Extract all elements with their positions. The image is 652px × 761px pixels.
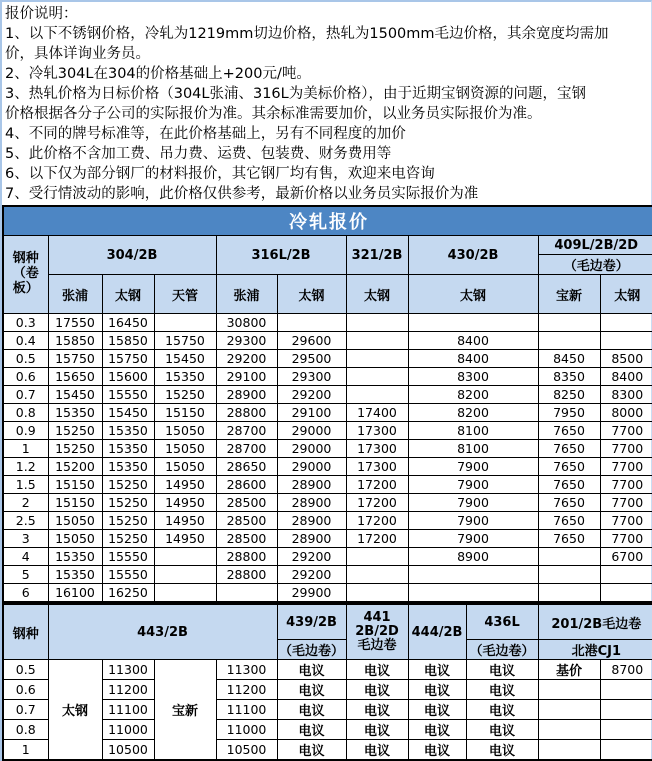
quotation-notes (2, 2, 651, 205)
group-441-line2: 2B/2D (355, 623, 399, 639)
price-cell: 28500 (216, 494, 277, 512)
group-430-2b: 430/2B (408, 236, 538, 275)
table-row (3, 530, 652, 548)
group-201-2b: 201/2B毛边卷 (538, 604, 652, 640)
table-row (3, 440, 652, 458)
note-line: 3、热轧价格为日标价格（304L张浦、316L为美标价格），由于近期宝钢资源的问题，宝钢 (5, 86, 586, 102)
price-cell (600, 566, 652, 584)
thickness-cell: 0.9 (3, 422, 48, 440)
price-cell: 15750 (48, 350, 102, 368)
mill-baoxin-409l: 宝新 (538, 275, 600, 314)
price-cell: 29000 (277, 440, 346, 458)
price-cell: 8100 (408, 422, 538, 440)
price-cell: 28800 (216, 404, 277, 422)
group-439-sub: （毛边卷） (277, 640, 346, 660)
thickness-cell: 0.8 (3, 720, 48, 740)
price-cell: 28500 (216, 530, 277, 548)
price-cell: 28900 (216, 386, 277, 404)
price-cell: 8500 (600, 350, 652, 368)
price-cell: 7700 (600, 494, 652, 512)
price-cell: 6700 (600, 548, 652, 566)
price-cell: 7650 (538, 512, 600, 530)
mill-cell: 太钢 (48, 660, 102, 761)
price-cell (538, 584, 600, 602)
price-cell: 28500 (216, 512, 277, 530)
price-cell: 电议 (277, 720, 346, 740)
price-cell: 7900 (408, 476, 538, 494)
price-cell: 8200 (408, 386, 538, 404)
price-cell: 11000 (216, 720, 277, 740)
price-cell: 7650 (538, 530, 600, 548)
thickness-cell: 0.7 (3, 386, 48, 404)
price-cell: 17400 (346, 404, 408, 422)
price-cell: 7700 (600, 476, 652, 494)
thickness-cell: 0.6 (3, 680, 48, 700)
price-cell: 15050 (48, 530, 102, 548)
table-row (3, 548, 652, 566)
price-cell: 14950 (154, 530, 216, 548)
table-title: 冷轧报价 (3, 206, 652, 236)
mill-taigang-430: 太钢 (408, 275, 538, 314)
table-row (3, 660, 652, 680)
price-cell: 11300 (216, 660, 277, 680)
price-cell: 7700 (600, 530, 652, 548)
price-cell: 8000 (600, 404, 652, 422)
cold-rolled-price-table (2, 205, 652, 602)
price-cell: 15250 (102, 512, 154, 530)
note-line: 2、冷轧304L在304的价格基础上+200元/吨。 (5, 66, 311, 82)
price-cell: 15250 (102, 476, 154, 494)
mill-taigang-321: 太钢 (346, 275, 408, 314)
price-cell: 17300 (346, 422, 408, 440)
note-line: 1、以下不锈钢价格，冷轧为1219mm切边价格，热轧为1500mm毛边价格，其余宽度均需加 (5, 26, 609, 42)
price-cell (600, 584, 652, 602)
note-line: 4、不同的牌号标准等，在此价格基础上，另有不同程度的加价 (5, 126, 406, 142)
price-cell: 17300 (346, 458, 408, 476)
price-cell (346, 386, 408, 404)
price-cell (600, 314, 652, 332)
table-row (3, 314, 652, 332)
price-cell: 28700 (216, 422, 277, 440)
price-cell (154, 566, 216, 584)
mill-taigang-316l: 太钢 (277, 275, 346, 314)
price-cell (538, 314, 600, 332)
price-cell (600, 332, 652, 350)
price-cell (538, 548, 600, 566)
price-cell: 15350 (102, 422, 154, 440)
price-cell: 8900 (408, 548, 538, 566)
table-row (3, 458, 652, 476)
price-cell: 7900 (408, 494, 538, 512)
price-cell: 7650 (538, 476, 600, 494)
price-cell (277, 314, 346, 332)
price-cell: 15150 (154, 404, 216, 422)
price-cell (154, 548, 216, 566)
price-cell: 29600 (277, 332, 346, 350)
price-cell: 29300 (216, 332, 277, 350)
group-441-line1: 441 (363, 609, 391, 625)
ferritic-grades-price-table (2, 602, 652, 761)
price-cell: 7650 (538, 494, 600, 512)
price-cell: 15150 (48, 494, 102, 512)
price-cell: 15350 (102, 440, 154, 458)
price-cell: 11300 (102, 660, 154, 680)
note-line: 6、以下仅为部分钢厂的材料报价，其它钢厂均有售，欢迎来电咨询 (5, 166, 435, 182)
mill-cell: 宝新 (154, 660, 216, 761)
price-cell: 8300 (408, 368, 538, 386)
price-cell: 8200 (408, 404, 538, 422)
price-cell: 15850 (48, 332, 102, 350)
note-line: 5、此价格不含加工费、吊力费、运费、包装费、财务费用等 (5, 146, 392, 162)
price-cell: 15550 (102, 566, 154, 584)
price-cell: 8400 (408, 350, 538, 368)
price-cell: 15250 (154, 386, 216, 404)
price-cell (216, 584, 277, 602)
price-cell: 15550 (102, 548, 154, 566)
price-cell: 电议 (346, 680, 408, 700)
thickness-cell: 4 (3, 548, 48, 566)
price-cell: 10500 (102, 740, 154, 761)
mill-taigang-304: 太钢 (102, 275, 154, 314)
thickness-cell: 0.4 (3, 332, 48, 350)
price-cell: 7650 (538, 458, 600, 476)
group-321-2b: 321/2B (346, 236, 408, 275)
thickness-cell: 1 (3, 440, 48, 458)
price-cell: 28900 (277, 530, 346, 548)
price-cell: 8300 (600, 386, 652, 404)
price-cell (346, 566, 408, 584)
price-cell (538, 566, 600, 584)
price-cell (346, 350, 408, 368)
price-cell (600, 740, 652, 761)
group-436l-sub: （毛边卷） (466, 640, 538, 660)
mill-tianguan-304: 天管 (154, 275, 216, 314)
price-cell: 基价 (538, 660, 600, 680)
price-cell: 15050 (154, 422, 216, 440)
price-cell: 电议 (408, 680, 466, 700)
thickness-cell: 0.6 (3, 368, 48, 386)
price-cell: 14950 (154, 476, 216, 494)
price-cell: 15650 (48, 368, 102, 386)
table-row (3, 332, 652, 350)
table-row (3, 404, 652, 422)
thickness-cell: 1.5 (3, 476, 48, 494)
price-cell: 15450 (102, 404, 154, 422)
group-444-2b: 444/2B (408, 604, 466, 660)
thickness-cell: 1.2 (3, 458, 48, 476)
price-cell: 15350 (48, 548, 102, 566)
price-cell: 11100 (216, 700, 277, 720)
note-line: 报价说明： (5, 6, 78, 22)
price-cell: 11200 (216, 680, 277, 700)
price-cell: 15050 (48, 512, 102, 530)
price-cell: 15450 (154, 350, 216, 368)
group-409l: 409L/2B/2D (538, 236, 652, 255)
price-cell: 15250 (102, 530, 154, 548)
price-cell: 11100 (102, 700, 154, 720)
price-cell: 电议 (466, 740, 538, 761)
price-cell: 16450 (102, 314, 154, 332)
price-cell: 电议 (466, 680, 538, 700)
price-cell: 17200 (346, 512, 408, 530)
price-cell: 29100 (277, 404, 346, 422)
price-cell: 电议 (346, 740, 408, 761)
table-row (3, 368, 652, 386)
mill-taigang-409l: 太钢 (600, 275, 652, 314)
price-cell: 电议 (466, 700, 538, 720)
price-cell (600, 680, 652, 700)
thickness-cell: 2.5 (3, 512, 48, 530)
price-cell (346, 584, 408, 602)
price-cell: 28650 (216, 458, 277, 476)
price-cell: 29100 (216, 368, 277, 386)
price-cell (538, 700, 600, 720)
table-row (3, 476, 652, 494)
price-cell: 7900 (408, 458, 538, 476)
price-cell: 15250 (48, 440, 102, 458)
group-304-2b: 304/2B (48, 236, 216, 275)
price-cell: 15350 (102, 458, 154, 476)
price-cell: 15450 (48, 386, 102, 404)
price-cell: 28900 (277, 512, 346, 530)
price-cell: 电议 (346, 700, 408, 720)
table-row (3, 494, 652, 512)
price-cell: 7700 (600, 458, 652, 476)
price-cell: 8700 (600, 660, 652, 680)
price-cell: 8400 (600, 368, 652, 386)
price-cell: 29200 (216, 350, 277, 368)
price-cell: 电议 (466, 660, 538, 680)
mill-zhangpu-304: 张浦 (48, 275, 102, 314)
price-cell: 29200 (277, 386, 346, 404)
group-441-line3: 毛边卷 (357, 638, 397, 654)
price-cell: 15750 (102, 350, 154, 368)
price-cell: 8100 (408, 440, 538, 458)
price-cell: 29900 (277, 584, 346, 602)
price-cell: 8450 (538, 350, 600, 368)
price-cell: 15050 (154, 458, 216, 476)
price-cell (154, 314, 216, 332)
price-cell: 15150 (48, 476, 102, 494)
thickness-cell: 1 (3, 740, 48, 761)
thickness-cell: 0.8 (3, 404, 48, 422)
price-cell: 电议 (408, 720, 466, 740)
price-cell: 15600 (102, 368, 154, 386)
table-row (3, 422, 652, 440)
price-cell: 10500 (216, 740, 277, 761)
price-cell: 7700 (600, 422, 652, 440)
table-row (3, 350, 652, 368)
price-cell: 29200 (277, 566, 346, 584)
price-cell: 8250 (538, 386, 600, 404)
price-cell: 15200 (48, 458, 102, 476)
price-cell: 8350 (538, 368, 600, 386)
group-441 (346, 604, 408, 660)
price-cell: 15350 (48, 566, 102, 584)
thickness-cell: 0.5 (3, 350, 48, 368)
price-cell: 电议 (277, 660, 346, 680)
price-cell: 28600 (216, 476, 277, 494)
group-436l: 436L (466, 604, 538, 640)
price-cell: 电议 (277, 680, 346, 700)
corner-steel-type: 钢种（卷板） (3, 236, 48, 314)
price-cell: 11000 (102, 720, 154, 740)
price-cell: 电议 (408, 660, 466, 680)
table-row (3, 512, 652, 530)
price-cell: 15250 (48, 422, 102, 440)
price-cell: 28800 (216, 548, 277, 566)
table-row (3, 584, 652, 602)
price-cell (408, 314, 538, 332)
price-cell: 29300 (277, 368, 346, 386)
price-cell: 29000 (277, 422, 346, 440)
note-line: 价，具体详询业务员。 (5, 46, 150, 62)
thickness-cell: 0.5 (3, 660, 48, 680)
group-443-2b: 443/2B (48, 604, 277, 660)
price-cell: 电议 (346, 720, 408, 740)
price-cell: 15350 (154, 368, 216, 386)
price-cell: 电议 (277, 740, 346, 761)
price-cell: 28900 (277, 476, 346, 494)
price-cell (600, 700, 652, 720)
table-row (3, 386, 652, 404)
price-cell: 17200 (346, 476, 408, 494)
price-cell: 7700 (600, 512, 652, 530)
price-cell: 29200 (277, 548, 346, 566)
price-cell: 15050 (154, 440, 216, 458)
price-cell (538, 332, 600, 350)
price-cell: 7950 (538, 404, 600, 422)
price-cell: 14950 (154, 512, 216, 530)
price-cell: 15750 (154, 332, 216, 350)
price-cell (408, 566, 538, 584)
price-cell (346, 548, 408, 566)
price-cell (538, 680, 600, 700)
price-cell: 15350 (48, 404, 102, 422)
note-line: 价格根据各分子公司的实际报价为准。其余标准需要加价，以业务员实际报价为准。 (5, 106, 542, 122)
price-cell: 电议 (277, 700, 346, 720)
mill-zhangpu-316l: 张浦 (216, 275, 277, 314)
group-409l-sub: （毛边卷） (538, 255, 652, 275)
price-cell: 电议 (408, 700, 466, 720)
thickness-cell: 5 (3, 566, 48, 584)
price-cell: 16100 (48, 584, 102, 602)
price-cell: 29000 (277, 458, 346, 476)
price-cell: 28900 (277, 494, 346, 512)
price-cell: 14950 (154, 494, 216, 512)
price-cell: 28700 (216, 440, 277, 458)
price-cell (538, 740, 600, 761)
price-cell (346, 314, 408, 332)
price-cell: 7650 (538, 440, 600, 458)
note-line: 7、受行情波动的影响，此价格仅供参考，最新价格以业务员实际报价为准 (5, 186, 479, 202)
corner-steel-type-2: 钢种 (3, 604, 48, 660)
group-201-sub: 北港CJ1 (538, 640, 652, 660)
price-cell: 7900 (408, 530, 538, 548)
thickness-cell: 6 (3, 584, 48, 602)
price-cell (346, 332, 408, 350)
price-cell: 15250 (102, 494, 154, 512)
price-cell: 17200 (346, 530, 408, 548)
price-cell (408, 584, 538, 602)
thickness-cell: 2 (3, 494, 48, 512)
group-439-2b: 439/2B (277, 604, 346, 640)
table-row (3, 566, 652, 584)
price-cell: 15550 (102, 386, 154, 404)
group-316l-2b: 316L/2B (216, 236, 346, 275)
price-cell: 17200 (346, 494, 408, 512)
price-cell: 电议 (408, 740, 466, 761)
price-cell: 电议 (466, 720, 538, 740)
price-cell: 29500 (277, 350, 346, 368)
price-cell: 11200 (102, 680, 154, 700)
price-cell: 17550 (48, 314, 102, 332)
price-cell: 7900 (408, 512, 538, 530)
price-cell: 7650 (538, 422, 600, 440)
price-cell: 8400 (408, 332, 538, 350)
price-cell (154, 584, 216, 602)
thickness-cell: 0.3 (3, 314, 48, 332)
price-cell: 16250 (102, 584, 154, 602)
price-cell: 30800 (216, 314, 277, 332)
price-cell: 电议 (346, 660, 408, 680)
price-cell (346, 368, 408, 386)
price-cell: 28800 (216, 566, 277, 584)
thickness-cell: 0.7 (3, 700, 48, 720)
thickness-cell: 3 (3, 530, 48, 548)
price-cell: 15850 (102, 332, 154, 350)
price-cell: 17300 (346, 440, 408, 458)
price-cell: 7700 (600, 440, 652, 458)
